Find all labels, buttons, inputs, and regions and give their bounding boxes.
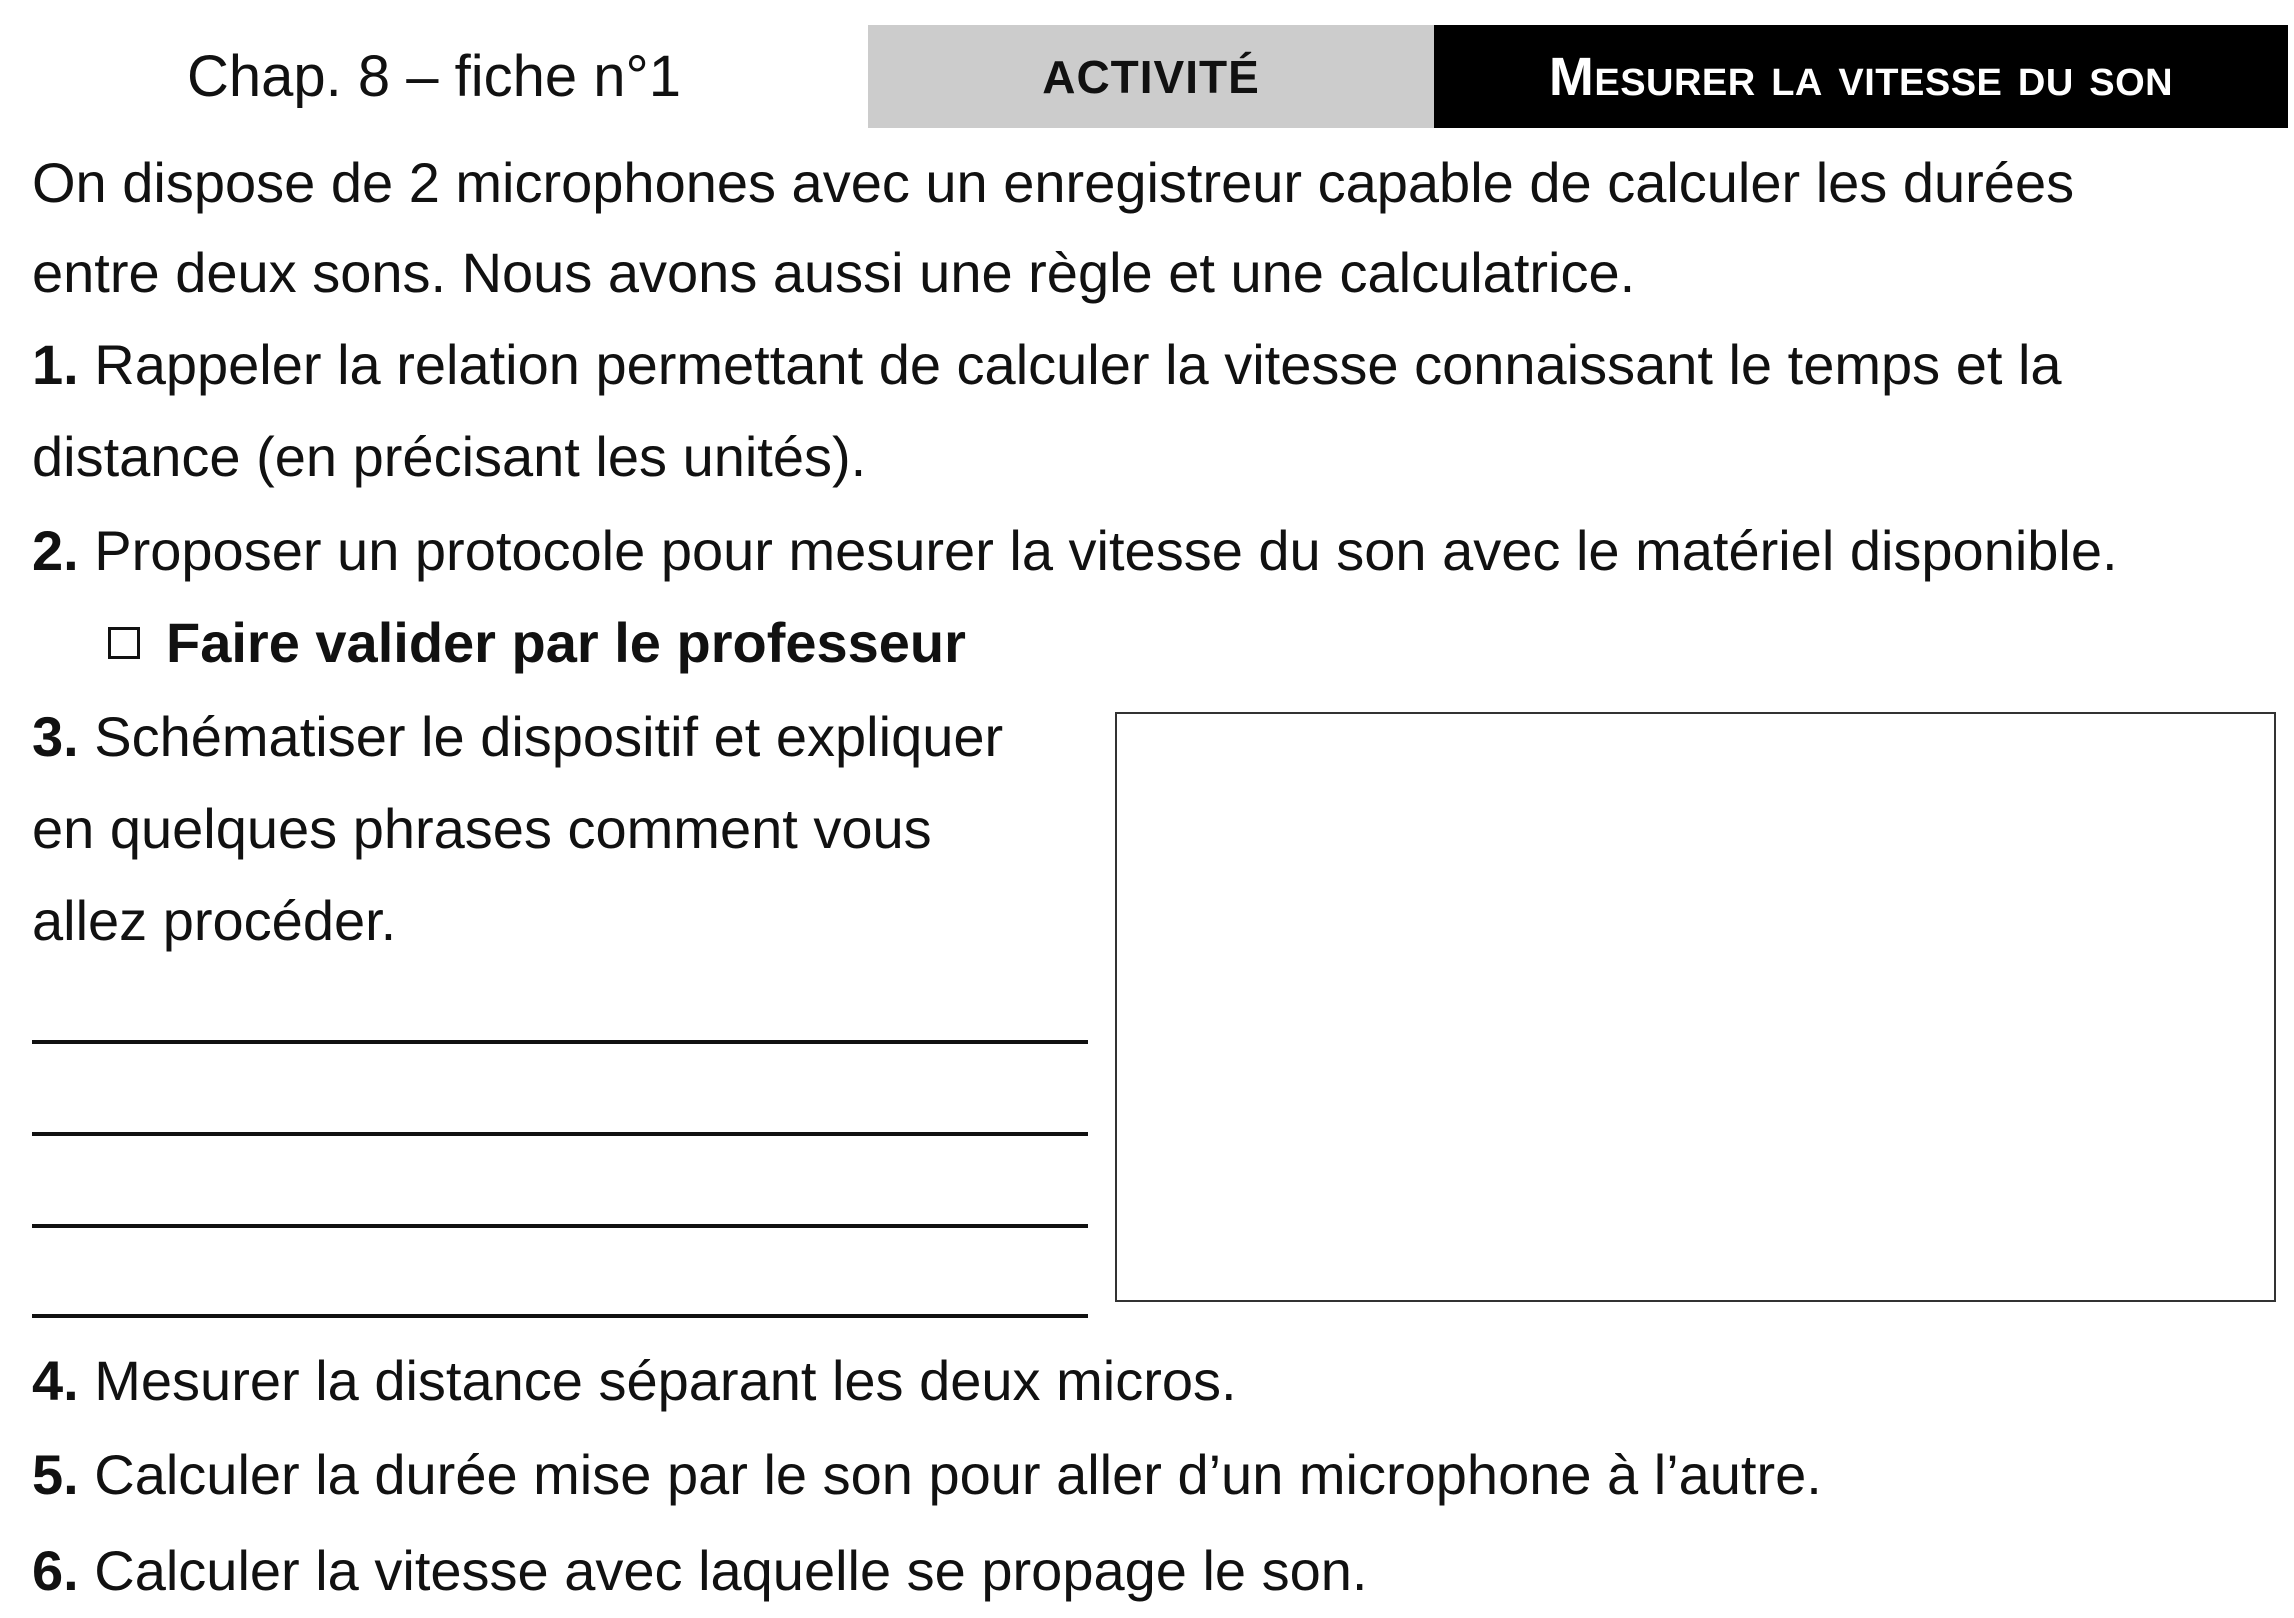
question-2	[32, 516, 2118, 586]
intro-line-1: On dispose de 2 microphones avec un enregistreur capable de calculer les durées	[32, 151, 2075, 214]
question-5	[32, 1440, 1822, 1510]
question-6-number: 6.	[32, 1539, 79, 1602]
question-5-number: 5.	[32, 1443, 79, 1506]
question-4	[32, 1346, 1237, 1416]
worksheet-header	[0, 25, 2294, 128]
question-1-text-a: Rappeler la relation permettant de calculer la vitesse connaissant le temps et la	[94, 333, 2062, 396]
activity-label: ACTIVITÉ	[868, 25, 1434, 128]
intro-line-2: entre deux sons. Nous avons aussi une règle et une calculatrice.	[32, 241, 1636, 304]
question-4-text: Mesurer la distance séparant les deux micros.	[94, 1349, 1237, 1412]
question-6-text: Calculer la vitesse avec laquelle se propage le son.	[94, 1539, 1368, 1602]
answer-line-3[interactable]	[32, 1224, 1088, 1228]
validation-checkbox[interactable]	[108, 627, 140, 659]
question-1-continuation: distance (en précisant les unités).	[32, 425, 867, 488]
question-2-text: Proposer un protocole pour mesurer la vitesse du son avec le matériel disponible.	[94, 519, 2118, 582]
answer-line-2[interactable]	[32, 1132, 1088, 1136]
question-3-text-a: Schématiser le dispositif et expliquer	[94, 705, 1004, 768]
question-3-number: 3.	[32, 705, 79, 768]
question-3-line-2: en quelques phrases comment vous	[32, 797, 932, 860]
question-3-line-3: allez procéder.	[32, 889, 397, 952]
worksheet-title: Mesurer la vitesse du son	[1434, 25, 2288, 128]
question-4-number: 4.	[32, 1349, 79, 1412]
chapter-label: Chap. 8 – fiche n°1	[187, 44, 681, 109]
validation-row	[108, 608, 966, 678]
question-2-number: 2.	[32, 519, 79, 582]
question-1	[32, 330, 2062, 400]
validation-label: Faire valider par le professeur	[166, 611, 966, 674]
answer-line-4[interactable]	[32, 1314, 1088, 1318]
question-5-text: Calculer la durée mise par le son pour aller d’un microphone à l’autre.	[94, 1443, 1822, 1506]
question-3	[32, 702, 1003, 772]
question-6	[32, 1536, 1367, 1606]
answer-line-1[interactable]	[32, 1040, 1088, 1044]
diagram-drawing-box[interactable]	[1115, 712, 2276, 1302]
question-1-number: 1.	[32, 333, 79, 396]
